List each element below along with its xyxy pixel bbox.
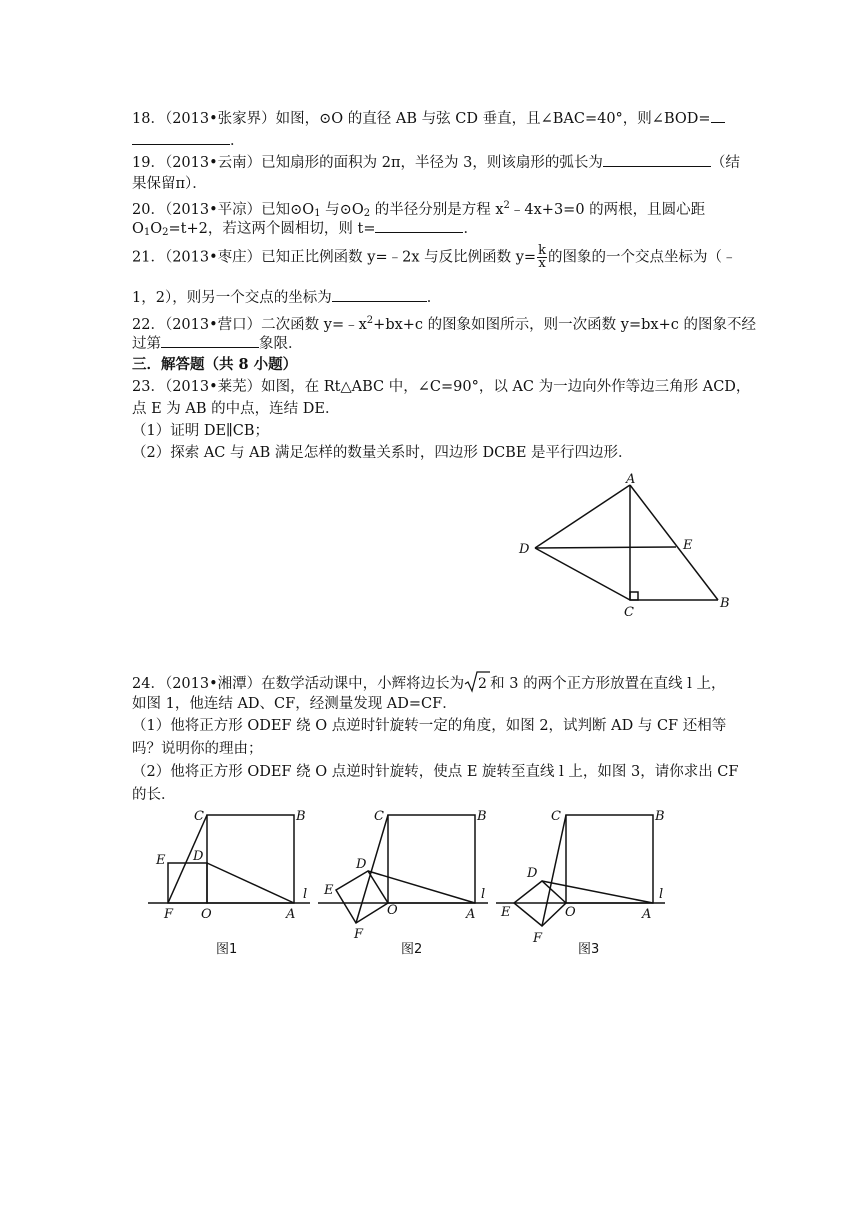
- question-23-part1: （1）证明 DE∥CB；: [132, 423, 269, 439]
- square-ODEF-fig2: [336, 871, 388, 923]
- answer-blank: [375, 218, 463, 233]
- square-OABC-fig3: [566, 815, 653, 903]
- label-A: A: [626, 472, 636, 487]
- svg-text:2: 2: [478, 676, 488, 692]
- label-D-fig1: D: [193, 849, 204, 864]
- label-l-fig3: l: [659, 887, 664, 902]
- label-l-fig2: l: [481, 887, 486, 902]
- answer-blank: [132, 130, 230, 145]
- label-B-fig2: B: [477, 809, 487, 824]
- question-20-cont: $O_1O_2=t+2$，若这两个圆相切，则 t= ．: [132, 218, 478, 243]
- label-E: E: [683, 538, 693, 553]
- question-23-line2: 点 E 为 AB 的中点，连结 DE．: [132, 401, 340, 417]
- label-C: C: [624, 605, 634, 620]
- question-24-part1-cont: 吗？说明你的理由；: [132, 741, 263, 757]
- answer-blank: [711, 108, 725, 123]
- segment-DC: [535, 548, 630, 600]
- question-24-part2-cont: 的长．: [132, 787, 176, 803]
- label-B-fig1: B: [296, 809, 306, 824]
- label-C-fig2: C: [374, 809, 384, 824]
- label-C-fig1: C: [194, 809, 204, 824]
- question-22: 22．（2013•营口）二次函数 $y=﹣x^2+bx+c$ 的图象如图所示，则一次函数 y=bx+c 的图象不经: [132, 315, 756, 333]
- segment-AD-fig2: [368, 871, 475, 903]
- label-l-fig1: l: [303, 887, 308, 902]
- label-O-fig1: O: [201, 907, 212, 922]
- caption-fig1: 图1: [216, 942, 238, 957]
- radical-sign: [464, 671, 490, 693]
- label-D-fig2: D: [356, 857, 367, 872]
- label-F-fig1: F: [164, 907, 174, 922]
- label-B-fig3: B: [655, 809, 665, 824]
- square-OABC-fig1: [207, 815, 294, 903]
- question-19: 19．（2013•云南）已知扇形的面积为 2π，半径为 3，则该扇形的弧长为 （结: [132, 152, 740, 173]
- segment-AB: [630, 485, 718, 600]
- square-ODEF-fig1: [168, 863, 207, 903]
- section-heading: 三．解答题（共 8 小题）: [132, 356, 298, 373]
- label-A-fig3: A: [642, 907, 652, 922]
- label-D-fig3: D: [527, 866, 538, 881]
- caption-fig2: 图2: [401, 942, 423, 957]
- segment-DE: [535, 547, 676, 548]
- segment-AD: [535, 485, 630, 548]
- label-O-fig3: O: [565, 905, 576, 920]
- question-18-cont: ．: [132, 130, 245, 151]
- label-D: D: [519, 542, 530, 557]
- question-20: 20．（2013•平凉）已知$⊙O_1$ 与$⊙O_2$ 的半径分别是方程 $x^2﹣4x+3=0$ 的两根，且圆心距: [132, 200, 706, 219]
- label-F-fig3: F: [533, 931, 543, 946]
- label-O-fig2: O: [387, 903, 398, 918]
- label-E-fig3: E: [501, 905, 511, 920]
- question-19-cont: 果保留π）．: [132, 176, 207, 192]
- sqrt-symbol: [464, 671, 490, 694]
- figure-q24: [140, 800, 680, 960]
- question-21-cont: 1，2），则另一个交点的坐标为 ．: [132, 287, 441, 308]
- question-22-cont: 过第 象限．: [132, 333, 303, 354]
- label-A-fig1: A: [286, 907, 296, 922]
- label-F-fig2: F: [354, 927, 364, 942]
- question-24-part1: （1）他将正方形 ODEF 绕 O 点逆时针旋转一定的角度，如图 2，试判断 AD 与 CF 还相等: [132, 718, 727, 734]
- fraction-k-over-x: $\frac{k}{x}$: [538, 243, 546, 271]
- question-24-line1: 24．（2013•湘潭）在数学活动课中，小辉将边长为 2 和 3 的两个正方形放置在直线 l 上，: [132, 671, 725, 694]
- question-23-line1: 23．（2013•莱芜）如图，在 Rt△ABC 中，∠C=90°，以 AC 为一边向外作等边三角形 ACD，: [132, 379, 751, 395]
- segment-AD-fig3: [542, 881, 653, 903]
- answer-blank: [603, 152, 711, 167]
- label-E-fig1: E: [156, 853, 166, 868]
- question-24-line2: 如图 1，他连结 AD、CF，经测量发现 AD=CF．: [132, 696, 457, 712]
- caption-fig3: 图3: [578, 942, 600, 957]
- label-E-fig2: E: [324, 883, 334, 898]
- question-24-part2: （2）他将正方形 ODEF 绕 O 点逆时针旋转，使点 E 旋转至直线 l 上，如图 3，请你求出 CF: [132, 764, 739, 780]
- figure-q23: [510, 465, 750, 625]
- segment-AD-fig1: [207, 863, 294, 903]
- segment-CF-fig3: [542, 815, 566, 926]
- label-B: B: [720, 596, 730, 611]
- question-21: 21．（2013•枣庄）已知正比例函数 y=﹣2x 与反比例函数 y= $\frac{k}{x}$ 的图象的一个交点坐标为（﹣: [132, 243, 737, 271]
- right-angle-mark: [630, 592, 638, 600]
- question-23-part2: （2）探索 AC 与 AB 满足怎样的数量关系时，四边形 DCBE 是平行四边形．: [132, 445, 633, 461]
- answer-blank: [332, 287, 427, 302]
- question-18: 18．（2013•张家界）如图，⊙O 的直径 AB 与弦 CD 垂直，且∠BAC=40°，则∠BOD=: [132, 108, 725, 129]
- label-A-fig2: A: [466, 907, 476, 922]
- answer-blank: [161, 333, 259, 348]
- label-C-fig3: C: [551, 809, 561, 824]
